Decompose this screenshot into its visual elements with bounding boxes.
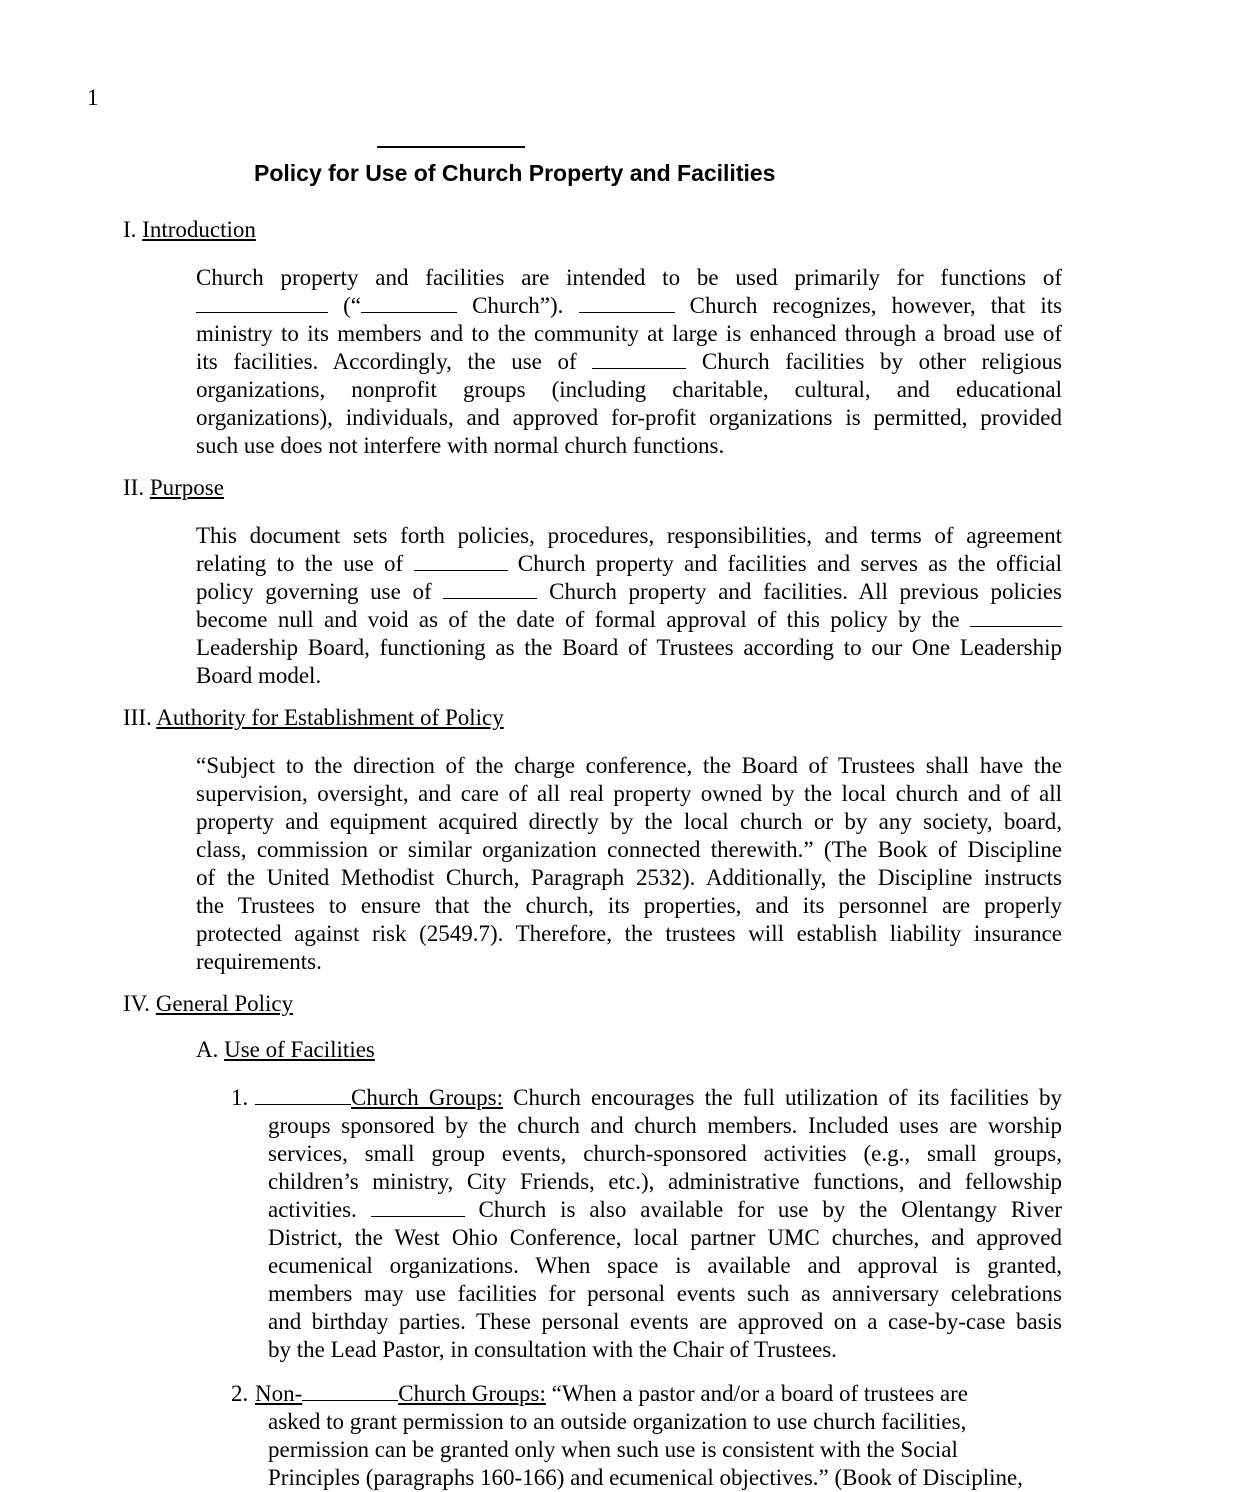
list-item-body <box>268 1112 1062 1364</box>
section-number: III. <box>123 705 152 730</box>
text-line: the Trustees to ensure that the church, its properties, and its personnel are properly <box>196 893 1062 918</box>
section-number: IV. <box>123 991 151 1016</box>
text-line: requirements. <box>196 949 322 974</box>
section-title: Purpose <box>149 475 224 500</box>
section-number: II. <box>123 475 145 500</box>
introduction-paragraph <box>196 264 1062 460</box>
text-line: This document sets forth policies, procedures, responsibilities, and terms of agreement <box>196 523 1062 548</box>
section-heading-general-policy <box>123 990 293 1018</box>
text-line: Board model. <box>196 663 322 688</box>
fill-blank <box>970 607 1062 627</box>
text-line: activities. Church is also available for use by the Olentangy River <box>268 1197 1062 1222</box>
text-line: members may use facilities for personal events such as anniversary celebrations <box>268 1281 1062 1306</box>
fill-blank <box>443 579 537 599</box>
text-line: “Subject to the direction of the charge conference, the Board of Trustees shall have the <box>196 753 1062 778</box>
fill-blank <box>592 349 686 369</box>
text-line: services, small group events, church-sponsored activities (e.g., small groups, <box>268 1141 1062 1166</box>
fill-blank <box>371 1197 465 1217</box>
section-number: I. <box>123 217 137 242</box>
page-number: 1 <box>87 85 99 110</box>
fill-blank <box>361 293 457 313</box>
section-title: Authority for Establishment of Policy <box>156 705 504 730</box>
fill-blank <box>196 293 328 313</box>
text-line: (“ Church”). Church recognizes, however, that its <box>196 292 1062 320</box>
list-item-number: 1. <box>231 1085 249 1110</box>
text-line: asked to grant permission to an outside organization to use church facilities, <box>268 1409 967 1434</box>
fill-blank <box>414 551 508 571</box>
text-line: organizations), individuals, and approved for-profit organizations is permitted, provided <box>196 405 1062 430</box>
text-line: relating to the use of Church property and facilities and serves as the official <box>196 551 1063 576</box>
text-line: become null and void as of the date of formal approval of this policy by the <box>196 606 1062 634</box>
section-heading-purpose <box>123 474 224 502</box>
text-line: class, commission or similar organization connected therewith.” (The Book of Discipline <box>196 837 1062 862</box>
text-line: supervision, oversight, and care of all real property owned by the local church and of all <box>196 781 1062 806</box>
subsection-heading-use-of-facilities <box>196 1036 375 1064</box>
section-title: General Policy <box>155 991 294 1016</box>
authority-paragraph <box>196 752 1062 976</box>
text-line: children’s ministry, City Friends, etc.), administrative functions, and fellowship <box>268 1169 1062 1194</box>
fill-blank <box>255 1085 351 1105</box>
text-line: ministry to its members and to the community at large is enhanced through a broad use of <box>196 321 1062 346</box>
list-item-first-line <box>255 1380 1015 1408</box>
item-label: Non- Church Groups: <box>255 1381 546 1406</box>
text-line: permission can be granted only when such use is consistent with the Social <box>268 1437 958 1462</box>
text-line: property and equipment acquired directly by the local church or by any society, board, <box>196 809 1062 834</box>
text-line: ecumenical organizations. When space is available and approval is granted, <box>268 1253 1062 1278</box>
text-line: Church property and facilities are intended to be used primarily for functions of <box>196 265 1062 290</box>
list-item-number: 2. <box>231 1381 249 1406</box>
subsection-title: Use of Facilities <box>224 1037 375 1062</box>
fill-blank <box>579 293 675 313</box>
text-line: Church Groups: Church encourages the full utilization of its facilities by <box>255 1084 1062 1112</box>
item-label: Church Groups: <box>255 1085 503 1110</box>
list-item-first-line <box>255 1084 1062 1112</box>
fill-blank <box>302 1381 398 1401</box>
subsection-letter: A. <box>196 1037 219 1062</box>
section-heading-introduction <box>123 216 256 244</box>
text-line: District, the West Ohio Conference, local partner UMC churches, and approved <box>268 1225 1062 1250</box>
text-line: groups sponsored by the church and church members. Included uses are worship <box>268 1113 1062 1138</box>
text-line: and birthday parties. These personal events are approved on a case-by-case basis <box>268 1309 1062 1334</box>
text-line: its facilities. Accordingly, the use of Church facilities by other religious <box>196 349 1063 374</box>
text-line: organizations, nonprofit groups (including charitable, cultural, and educational <box>196 377 1062 402</box>
text-line: Leadership Board, functioning as the Board of Trustees according to our One Leadership <box>196 635 1062 660</box>
text-line: by the Lead Pastor, in consultation with the Chair of Trustees. <box>268 1337 837 1362</box>
text-line: “When a pastor and/or a board of trustees are <box>551 1381 968 1406</box>
text-line: such use does not interfere with normal church functions. <box>196 433 725 458</box>
purpose-paragraph <box>196 522 1062 690</box>
section-heading-authority <box>123 704 504 732</box>
document-title: Policy for Use of Church Property and Facilities <box>254 160 776 186</box>
text-line: protected against risk (2549.7). Therefore, the trustees will establish liability insurance <box>196 921 1062 946</box>
text-line: policy governing use of Church property and facilities. All previous policies <box>196 579 1063 604</box>
text-line: Principles (paragraphs 160-166) and ecumenical objectives.” (Book of Discipline, <box>268 1465 1023 1490</box>
section-title: Introduction <box>142 217 256 242</box>
title-blank-line <box>377 146 525 148</box>
list-item-body <box>268 1408 1023 1492</box>
text-line: of the United Methodist Church, Paragraph 2532). Additionally, the Discipline instructs <box>196 865 1062 890</box>
